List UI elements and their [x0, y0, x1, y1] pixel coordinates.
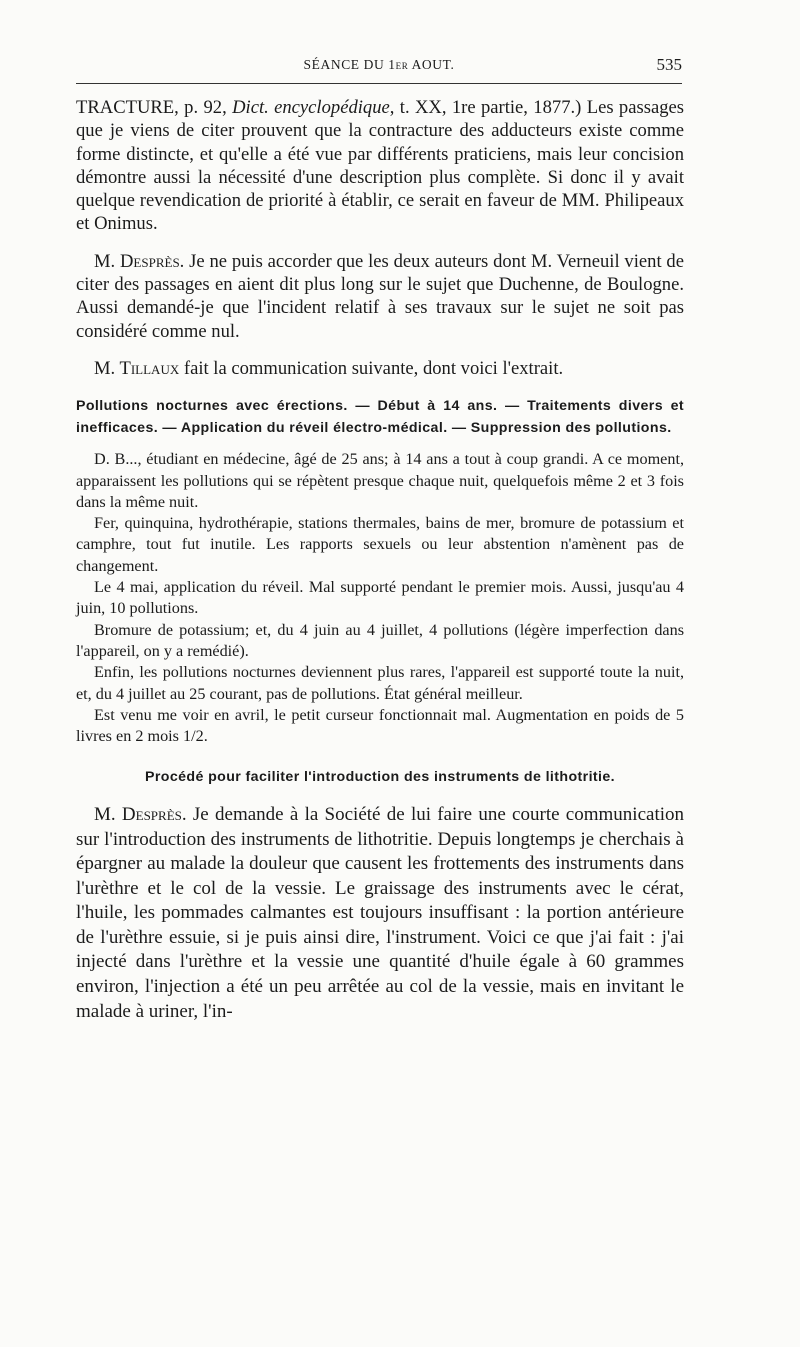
case-paragraph: Le 4 mai, application du réveil. Mal supporté pendant le premier mois. Aussi, jusqu'au 4 juin, 10 pollutions. [76, 578, 684, 618]
page-number: 535 [656, 55, 682, 74]
paragraph-tillaux [76, 357, 684, 380]
paragraph-fragment: , t. XX, 1re partie, 1877.) Les passages que je viens de citer prouvent que la contracture des adducteurs existe comme forme distincte, et qu'elle a été vue par différents praticiens, mais leur concision démontre aussi la nécessité d'une description plus complète. Si donc il y avait quelque revendication de priorité à établir, ce serait en faveur de MM. Philipeaux et Onimus. [76, 97, 684, 235]
paragraph-despres-reply [76, 250, 684, 343]
speaker-name: M. Tillaux [94, 357, 180, 379]
case-paragraph: Est venu me voir en avril, le petit curseur fonctionnait mal. Augmentation en poids de 5 livres en 2 mois 1/2. [76, 705, 684, 746]
header-rule [76, 83, 682, 84]
paragraph-text: fait la communication suivante, dont voici l'extrait. [179, 357, 564, 379]
case-paragraph: D. B..., étudiant en médecine, âgé de 25 ans; à 14 ans a tout à coup grandi. A ce moment, apparaissent les pollutions qui se répètent presque chaque nuit, quelquefois même 2 et 3 fois dans la même nuit. [76, 450, 684, 511]
book-title: Dict. encyclopédique [232, 97, 390, 118]
paragraph-text: Je ne puis accorder que les deux auteurs dont M. Verneuil vient de citer des passages en aient dit plus long sur le sujet que Duchenne, de Boulogne. Aussi demandé-je que l'incident relatif à ses travaux sur le sujet ne soit pas considéré comme nul. [76, 250, 684, 342]
paragraph-despres-lithotrity [76, 803, 684, 1024]
section-label: TRACTURE [76, 97, 175, 118]
speaker-name: M. Desprès. [94, 803, 187, 825]
speaker-name: M. Desprès. [94, 250, 185, 272]
case-paragraph: Enfin, les pollutions nocturnes deviennent plus rares, l'appareil est supporté toute la nuit, et, du 4 juillet au 25 courant, pas de pollutions. État général meilleur. [76, 663, 684, 703]
paragraph-contracture [76, 96, 684, 236]
lithotrity-heading: Procédé pour faciliter l'introduction des instruments de lithotritie. [144, 769, 616, 786]
running-head: SÉANCE DU 1er AOUT. [303, 57, 455, 72]
paragraph-text: Je demande à la Société de lui faire une courte communication sur l'introduction des instruments de lithotritie. Depuis longtemps je cherchais à épargner au malade la douleur que causent les frottements des instruments dans l'urèthre et le col de la vessie. Le graissage des instruments avec le cérat, l'huile, les pommades calmantes est toujours insuffisant : la portion antérieure de l'urèthre essuie, si je puis ainsi dire, l'instrument. Voici ce que j'ai fait : j'ai injecté dans l'urèthre et la vessie une quantité d'huile égale à 60 grammes environ, l'injection a été un peu arrêtée au col de la vessie, mais en invitant le malade à uriner, l'in- [76, 803, 684, 1022]
paragraph-fragment: , p. 92, [174, 97, 233, 118]
case-paragraph: Fer, quinquina, hydrothérapie, stations thermales, bains de mer, bromure de potassium et camphre, tout fut inutile. Les rapports sexuels ou leur abstention n'amènent pas de changement. [76, 514, 684, 575]
case-heading: Pollutions nocturnes avec érections. — Début à 14 ans. — Traitements divers et inefficaces. — Application du réveil électro-médical. — Suppression des pollutions. [76, 398, 684, 436]
case-paragraph: Bromure de potassium; et, du 4 juin au 4 juillet, 4 pollutions (légère imperfection dans l'appareil, on y a remédié). [76, 620, 684, 660]
page-body [76, 96, 684, 1024]
page-header [76, 57, 682, 83]
